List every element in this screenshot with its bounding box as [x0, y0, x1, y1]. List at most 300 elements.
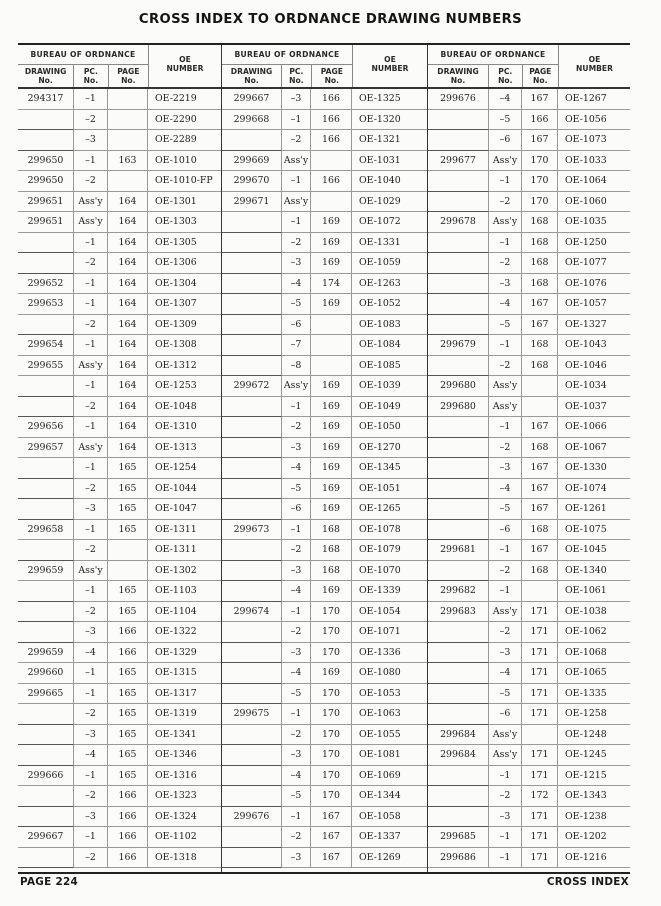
pc-no-cell: –2	[489, 622, 522, 643]
page-no-cell: 166	[522, 110, 558, 131]
oe-number-cell: OE-1046	[558, 356, 630, 377]
pc-no-cell: –4	[489, 479, 522, 500]
pc-no-cell: Ass'y	[489, 376, 522, 397]
page-no-cell: 166	[311, 89, 352, 110]
pc-no-cell: –1	[74, 151, 108, 172]
oe-number-cell: OE-1311	[148, 540, 221, 561]
drawing-no-cell: 299651	[18, 192, 74, 213]
table-row	[222, 233, 427, 254]
table-row	[222, 622, 427, 643]
pc-no-cell: –2	[74, 315, 108, 336]
page-no-cell: 169	[311, 417, 352, 438]
pc-no-cell: –1	[282, 171, 311, 192]
page-no-cell: 166	[108, 622, 148, 643]
page-no-cell: 165	[108, 725, 148, 746]
page-no-cell: 168	[522, 335, 558, 356]
bureau-header: BUREAU OF ORDNANCE	[428, 45, 558, 65]
pc-no-cell: –3	[282, 438, 311, 459]
drawing-no-cell	[18, 807, 74, 828]
drawing-no-cell: 299680	[428, 397, 489, 418]
pc-no-cell: –2	[282, 233, 311, 254]
drawing-no-cell	[428, 171, 489, 192]
table-row	[428, 684, 630, 705]
drawing-no-cell	[222, 253, 282, 274]
drawing-no-cell: 299670	[222, 171, 282, 192]
page-no-cell: 170	[311, 602, 352, 623]
pc-no-cell: –1	[489, 766, 522, 787]
drawing-no-cell	[222, 212, 282, 233]
page-no-cell: 168	[311, 540, 352, 561]
page-no-cell: 165	[108, 602, 148, 623]
drawing-no-cell: 299681	[428, 540, 489, 561]
drawing-no-cell	[18, 233, 74, 254]
drawing-no-cell: 299676	[222, 807, 282, 828]
pc-no-cell: –2	[74, 848, 108, 869]
pc-no-cell: –3	[282, 848, 311, 869]
page-no-cell: 167	[522, 458, 558, 479]
page-no-cell: 165	[108, 745, 148, 766]
table-row	[222, 786, 427, 807]
page-no-cell: 171	[522, 684, 558, 705]
oe-number-cell: OE-1325	[352, 89, 427, 110]
oe-number-cell: OE-1049	[352, 397, 427, 418]
table-row	[18, 151, 221, 172]
oe-number-cell: OE-1103	[148, 581, 221, 602]
oe-number-cell: OE-1340	[558, 561, 630, 582]
drawing-no-cell: 299659	[18, 561, 74, 582]
oe-number-cell: OE-1327	[558, 315, 630, 336]
page-no-cell: 171	[522, 602, 558, 623]
page-no-cell: 171	[522, 766, 558, 787]
page-no-cell: 165	[108, 663, 148, 684]
page-no-cell: 165	[108, 766, 148, 787]
oe-number-cell: OE-1078	[352, 520, 427, 541]
table-row	[18, 253, 221, 274]
drawing-no-cell	[428, 704, 489, 725]
oe-number-cell: OE-1238	[558, 807, 630, 828]
oe-number-cell: OE-1081	[352, 745, 427, 766]
oe-number-cell: OE-1063	[352, 704, 427, 725]
page-no-cell: 167	[522, 89, 558, 110]
oe-number-cell: OE-1060	[558, 192, 630, 213]
oe-number-cell: OE-1065	[558, 663, 630, 684]
drawing-no-cell	[18, 315, 74, 336]
pc-no-cell: –1	[74, 581, 108, 602]
pc-no-cell: –1	[282, 212, 311, 233]
drawing-no-cell	[428, 253, 489, 274]
table-row	[428, 110, 630, 131]
page-no-cell	[311, 335, 352, 356]
oe-number-cell: OE-1051	[352, 479, 427, 500]
table-row	[18, 807, 221, 828]
pc-no-cell: –3	[74, 130, 108, 151]
drawing-no-cell	[428, 458, 489, 479]
table-row	[18, 171, 221, 192]
pc-no-cell: –3	[282, 643, 311, 664]
table-row	[222, 745, 427, 766]
oe-number-cell: OE-1064	[558, 171, 630, 192]
oe-number-cell: OE-1311	[148, 520, 221, 541]
page-no-cell: 171	[522, 827, 558, 848]
drawing-no-cell	[222, 294, 282, 315]
pc-no-cell: –1	[489, 540, 522, 561]
table-row	[428, 253, 630, 274]
table-row	[428, 704, 630, 725]
table-row	[428, 376, 630, 397]
page-no-cell: 163	[108, 151, 148, 172]
page-no-cell: 171	[522, 663, 558, 684]
drawing-no-cell	[222, 356, 282, 377]
oe-number-header: OE NUMBER	[371, 55, 409, 73]
table-row	[222, 581, 427, 602]
drawing-no-cell	[222, 684, 282, 705]
table-row	[18, 643, 221, 664]
table-row	[428, 479, 630, 500]
pc-no-cell: –2	[74, 602, 108, 623]
table-row	[18, 848, 221, 869]
drawing-no-cell	[18, 704, 74, 725]
oe-number-cell: OE-1245	[558, 745, 630, 766]
page-no-cell: 170	[311, 725, 352, 746]
table-row	[18, 274, 221, 295]
page-no-cell: 167	[311, 848, 352, 869]
pc-no-cell: –2	[74, 540, 108, 561]
page-no-cell: 171	[522, 745, 558, 766]
pc-no-cell: –2	[489, 561, 522, 582]
drawing-no-cell	[222, 479, 282, 500]
pc-no-cell: –1	[74, 684, 108, 705]
table-header	[428, 45, 630, 89]
oe-number-cell: OE-1319	[148, 704, 221, 725]
pc-no-cell: –2	[74, 786, 108, 807]
drawing-no-cell	[428, 274, 489, 295]
oe-number-cell: OE-1079	[352, 540, 427, 561]
pc-no-cell: –1	[74, 89, 108, 110]
drawing-no-cell	[428, 479, 489, 500]
page-no-cell: 167	[311, 827, 352, 848]
oe-number-cell: OE-1071	[352, 622, 427, 643]
table-row	[222, 274, 427, 295]
table-row	[18, 315, 221, 336]
page-no-cell: 167	[522, 479, 558, 500]
oe-number-cell: OE-1301	[148, 192, 221, 213]
oe-number-cell: OE-1104	[148, 602, 221, 623]
oe-number-cell: OE-1313	[148, 438, 221, 459]
table-body	[18, 89, 221, 868]
drawing-no-cell: 299675	[222, 704, 282, 725]
table-row	[428, 233, 630, 254]
oe-number-cell: OE-1345	[352, 458, 427, 479]
drawing-no-cell: 299684	[428, 745, 489, 766]
oe-number-cell: OE-1341	[148, 725, 221, 746]
page-no-cell	[108, 110, 148, 131]
drawing-no-cell: 299659	[18, 643, 74, 664]
pc-no-cell: –2	[489, 192, 522, 213]
page-no-cell: 164	[108, 335, 148, 356]
drawing-no-cell	[428, 438, 489, 459]
table-row	[428, 827, 630, 848]
oe-number-cell: OE-1085	[352, 356, 427, 377]
drawing-no-cell	[18, 110, 74, 131]
oe-number-cell: OE-1072	[352, 212, 427, 233]
page-no-cell: 168	[522, 274, 558, 295]
pc-no-cell: –5	[282, 684, 311, 705]
drawing-no-cell: 299679	[428, 335, 489, 356]
table-row	[222, 602, 427, 623]
oe-number-cell: OE-1066	[558, 417, 630, 438]
table-row	[222, 499, 427, 520]
oe-number-cell: OE-1055	[352, 725, 427, 746]
drawing-no-cell	[428, 766, 489, 787]
pc-no-cell: –5	[489, 315, 522, 336]
oe-number-cell: OE-1253	[148, 376, 221, 397]
drawing-no-cell	[18, 540, 74, 561]
oe-number-cell: OE-1202	[558, 827, 630, 848]
page-no-cell: 170	[311, 704, 352, 725]
drawing-no-cell: 299671	[222, 192, 282, 213]
pc-no-cell: Ass'y	[489, 745, 522, 766]
table-row	[222, 520, 427, 541]
table-row	[428, 622, 630, 643]
drawing-no-cell	[222, 766, 282, 787]
pc-no-cell: –1	[282, 110, 311, 131]
oe-number-cell: OE-1044	[148, 479, 221, 500]
drawing-no-cell	[222, 499, 282, 520]
drawing-no-cell	[222, 622, 282, 643]
pc-no-cell: –1	[74, 766, 108, 787]
table-row	[18, 499, 221, 520]
oe-number-cell: OE-1033	[558, 151, 630, 172]
oe-number-cell: OE-1061	[558, 581, 630, 602]
drawing-no-cell	[18, 397, 74, 418]
pc-no-cell: –1	[489, 848, 522, 869]
table-row	[222, 725, 427, 746]
page-no-cell: 164	[108, 315, 148, 336]
drawing-no-cell	[222, 827, 282, 848]
page-no-cell: 168	[522, 438, 558, 459]
table-row	[222, 663, 427, 684]
pc-no-cell: –4	[74, 745, 108, 766]
table-row	[18, 540, 221, 561]
page-no-cell: 166	[311, 110, 352, 131]
pc-no-cell: Ass'y	[74, 212, 108, 233]
oe-number-cell: OE-1056	[558, 110, 630, 131]
oe-number-cell: OE-1254	[148, 458, 221, 479]
drawing-no-cell	[222, 540, 282, 561]
pc-no-cell: –1	[489, 581, 522, 602]
table-row	[18, 192, 221, 213]
page-no-cell: 164	[108, 356, 148, 377]
oe-number-cell: OE-1263	[352, 274, 427, 295]
pc-no-cell: –2	[282, 417, 311, 438]
page-no-cell	[311, 356, 352, 377]
page-no-cell: 169	[311, 233, 352, 254]
oe-number-cell: OE-1047	[148, 499, 221, 520]
oe-number-cell: OE-1339	[352, 581, 427, 602]
pc-no-cell: –6	[282, 499, 311, 520]
page-no-cell	[311, 192, 352, 213]
table-row	[428, 807, 630, 828]
table-row	[428, 171, 630, 192]
drawing-no-cell	[428, 233, 489, 254]
page-no-cell: 169	[311, 376, 352, 397]
page-no-cell: 167	[522, 294, 558, 315]
table-row	[222, 807, 427, 828]
drawing-no-cell	[222, 786, 282, 807]
page-no-cell: 167	[522, 130, 558, 151]
oe-number-cell: OE-1330	[558, 458, 630, 479]
page-no-cell: 171	[522, 807, 558, 828]
page-no-cell: 167	[522, 315, 558, 336]
drawing-no-cell	[18, 581, 74, 602]
drawing-no-cell	[222, 274, 282, 295]
pc-no-cell: –2	[282, 827, 311, 848]
drawing-no-cell: 299674	[222, 602, 282, 623]
table-row	[222, 848, 427, 869]
pc-no-cell: –2	[489, 253, 522, 274]
page-no-cell: 170	[311, 643, 352, 664]
page-no-cell: 164	[108, 376, 148, 397]
pc-no-cell: Ass'y	[74, 561, 108, 582]
pc-no-cell: Ass'y	[74, 438, 108, 459]
oe-number-cell: OE-1258	[558, 704, 630, 725]
table-row	[222, 561, 427, 582]
table-row	[428, 130, 630, 151]
pc-no-cell: –2	[489, 438, 522, 459]
page-no-cell	[108, 89, 148, 110]
oe-number-cell: OE-1083	[352, 315, 427, 336]
page-no-cell: 165	[108, 499, 148, 520]
page-no-cell: 167	[522, 499, 558, 520]
page-no-cell: 168	[522, 356, 558, 377]
page-no-cell: 167	[311, 807, 352, 828]
table-row	[222, 704, 427, 725]
page-no-cell: 166	[311, 171, 352, 192]
page-no-cell	[522, 397, 558, 418]
page-no-cell: 166	[108, 786, 148, 807]
pc-no-cell: –1	[74, 458, 108, 479]
table-row	[18, 520, 221, 541]
page-no-cell: 164	[108, 274, 148, 295]
oe-number-cell: OE-1303	[148, 212, 221, 233]
pc-no-cell: –6	[489, 704, 522, 725]
table-row	[428, 725, 630, 746]
pc-no-cell: –1	[74, 827, 108, 848]
oe-number-cell: OE-1073	[558, 130, 630, 151]
drawing-no-cell	[222, 848, 282, 869]
page-no-cell: 168	[311, 520, 352, 541]
table-row	[428, 274, 630, 295]
oe-number-cell: OE-1035	[558, 212, 630, 233]
table-row	[18, 581, 221, 602]
drawing-no-cell	[428, 520, 489, 541]
oe-number-cell: OE-1315	[148, 663, 221, 684]
page-no-cell: 164	[108, 294, 148, 315]
page-no-header: PAGE No.	[529, 67, 552, 85]
page-no-cell: 164	[108, 212, 148, 233]
pc-no-cell: –2	[74, 479, 108, 500]
drawing-no-cell	[18, 745, 74, 766]
drawing-no-header: DRAWING No.	[428, 65, 489, 87]
table-row	[428, 643, 630, 664]
drawing-no-cell	[222, 417, 282, 438]
page-no-cell: 164	[108, 233, 148, 254]
page-no-cell: 169	[311, 438, 352, 459]
oe-number-cell: OE-1312	[148, 356, 221, 377]
page-no-cell: 169	[311, 253, 352, 274]
table-row	[18, 766, 221, 787]
drawing-no-cell: 299686	[428, 848, 489, 869]
table-row	[18, 376, 221, 397]
table-row	[428, 540, 630, 561]
page-no-cell	[311, 315, 352, 336]
drawing-no-cell	[222, 315, 282, 336]
pc-no-cell: –1	[74, 335, 108, 356]
drawing-no-cell	[18, 786, 74, 807]
pc-no-cell: –3	[282, 89, 311, 110]
oe-number-cell: OE-2219	[148, 89, 221, 110]
table-row	[428, 745, 630, 766]
page-no-cell: 170	[311, 786, 352, 807]
drawing-no-cell: 299673	[222, 520, 282, 541]
drawing-no-cell: 299660	[18, 663, 74, 684]
pc-no-cell: –4	[489, 89, 522, 110]
oe-number-cell: OE-1059	[352, 253, 427, 274]
table-row	[222, 397, 427, 418]
drawing-no-cell	[428, 315, 489, 336]
drawing-no-cell: 299666	[18, 766, 74, 787]
page-no-cell: 168	[522, 212, 558, 233]
drawing-no-cell	[428, 417, 489, 438]
oe-number-cell: OE-1269	[352, 848, 427, 869]
oe-number-cell: OE-1069	[352, 766, 427, 787]
pc-no-cell: –4	[282, 663, 311, 684]
drawing-no-cell	[428, 807, 489, 828]
table-row	[428, 151, 630, 172]
oe-number-cell: OE-1075	[558, 520, 630, 541]
table-row	[18, 745, 221, 766]
oe-number-cell: OE-1054	[352, 602, 427, 623]
oe-number-cell: OE-1248	[558, 725, 630, 746]
oe-number-cell: OE-1048	[148, 397, 221, 418]
oe-number-header: OE NUMBER	[576, 55, 613, 73]
oe-number-cell: OE-1304	[148, 274, 221, 295]
oe-number-cell: OE-1216	[558, 848, 630, 869]
table-row	[222, 212, 427, 233]
drawing-no-cell	[222, 561, 282, 582]
drawing-no-cell: 299676	[428, 89, 489, 110]
table-body	[222, 89, 427, 868]
table-row	[428, 458, 630, 479]
pc-no-cell: –3	[282, 253, 311, 274]
oe-number-header: OE NUMBER	[166, 55, 204, 73]
oe-number-cell: OE-1343	[558, 786, 630, 807]
oe-number-cell: OE-1215	[558, 766, 630, 787]
table-row	[18, 438, 221, 459]
page-no-cell: 164	[108, 438, 148, 459]
pc-no-cell: –2	[74, 704, 108, 725]
pc-no-cell: –1	[489, 171, 522, 192]
table-row	[428, 212, 630, 233]
table-row	[18, 561, 221, 582]
table-row	[428, 848, 630, 869]
oe-number-cell: OE-1045	[558, 540, 630, 561]
page-no-cell: 165	[108, 458, 148, 479]
table-body	[428, 89, 630, 868]
table-row	[428, 335, 630, 356]
table-row	[18, 335, 221, 356]
drawing-no-cell	[18, 253, 74, 274]
